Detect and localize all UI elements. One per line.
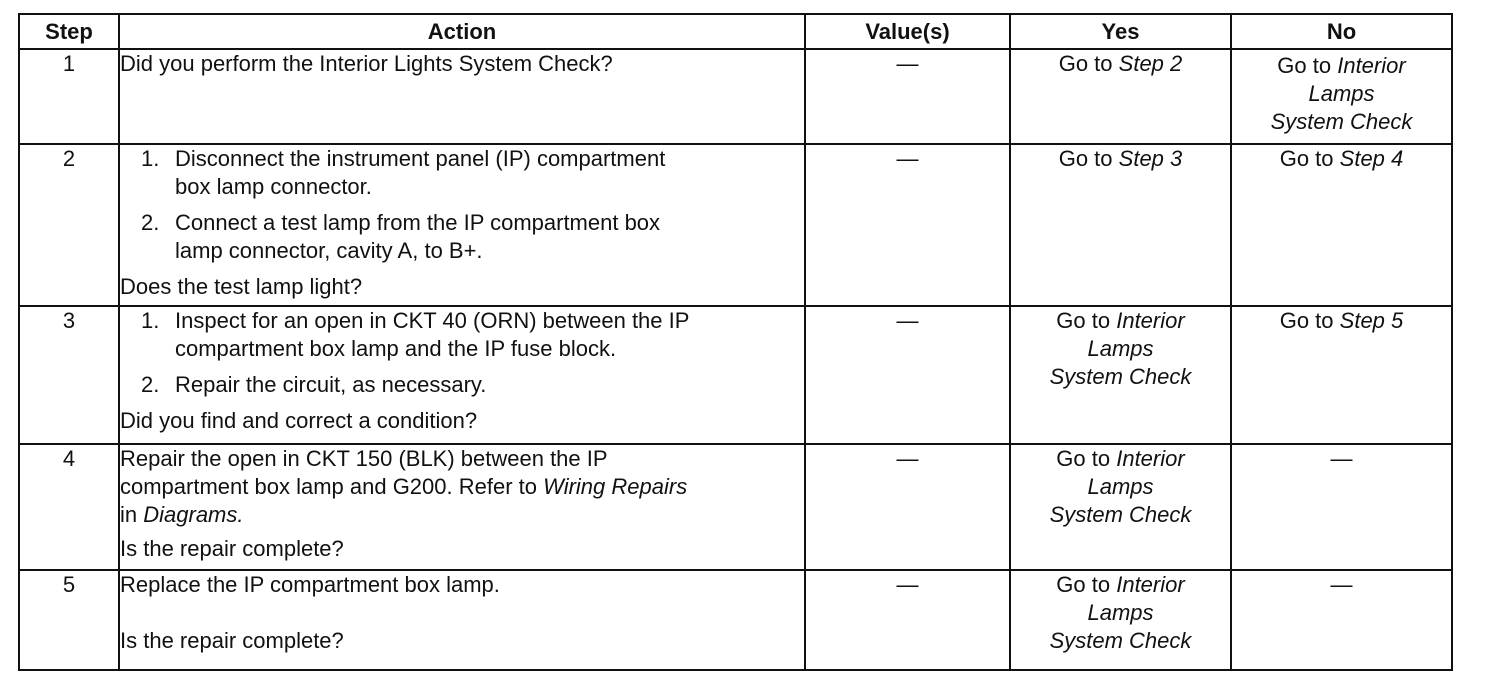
substep-item	[141, 307, 804, 363]
step-cell	[19, 306, 119, 444]
action-question: Did you find and correct a condition?	[120, 408, 478, 433]
yes-target-line1[interactable]: Interior	[1116, 572, 1185, 597]
table-row	[19, 306, 1452, 444]
yes-prefix: Go to	[1056, 572, 1111, 597]
step-number: 2	[62, 146, 76, 171]
header-row	[19, 14, 1452, 49]
header-values: Value(s)	[805, 14, 1010, 49]
yes-target[interactable]: Step 2	[1118, 51, 1183, 76]
step-number: 3	[62, 308, 76, 333]
substep-text-line1: Connect a test lamp from the IP compartment box	[175, 210, 661, 235]
substep-list	[120, 145, 804, 265]
substep-text-line2: box lamp connector.	[175, 174, 372, 199]
yes-target[interactable]: Step 3	[1118, 146, 1183, 171]
yes-target-line2[interactable]: Lamps	[1087, 336, 1154, 361]
substep-number: 1.	[141, 146, 160, 171]
yes-prefix: Go to	[1058, 51, 1113, 76]
yes-target-line1[interactable]: Interior	[1116, 308, 1185, 333]
step-cell	[19, 144, 119, 306]
header-action: Action	[119, 14, 805, 49]
value-cell	[805, 444, 1010, 570]
header-step: Step	[19, 14, 119, 49]
action-text-line2: compartment box lamp and G200. Refer to	[120, 474, 537, 499]
value-cell	[805, 570, 1010, 670]
step-number: 4	[62, 446, 76, 471]
ref-wiring-repairs[interactable]: Wiring Repairs	[543, 474, 688, 499]
action-text-line1: Repair the open in CKT 150 (BLK) between the IP	[120, 446, 608, 471]
no-target[interactable]: Step 4	[1339, 146, 1404, 171]
yes-prefix: Go to	[1056, 446, 1111, 471]
action-question: Did you perform the Interior Lights System Check?	[120, 51, 613, 76]
step-number: 5	[62, 572, 76, 597]
substep-text-line1: Repair the circuit, as necessary.	[175, 372, 487, 397]
yes-target-line3[interactable]: System Check	[1049, 364, 1192, 389]
no-dash: —	[1330, 446, 1353, 471]
no-prefix: Go to	[1279, 308, 1334, 333]
yes-cell[interactable]	[1010, 49, 1231, 144]
value-dash: —	[896, 572, 919, 597]
value-dash: —	[896, 146, 919, 171]
substep-item	[141, 209, 804, 265]
yes-target-line2[interactable]: Lamps	[1087, 600, 1154, 625]
yes-prefix: Go to	[1058, 146, 1113, 171]
no-target-line3[interactable]: System Check	[1270, 109, 1413, 134]
yes-cell[interactable]	[1010, 444, 1231, 570]
yes-target-line3[interactable]: System Check	[1049, 502, 1192, 527]
value-dash: —	[896, 446, 919, 471]
header-yes: Yes	[1010, 14, 1231, 49]
table-row	[19, 49, 1452, 144]
action-question: Is the repair complete?	[120, 628, 344, 653]
yes-cell[interactable]	[1010, 144, 1231, 306]
substep-list	[120, 307, 804, 399]
substep-item	[141, 371, 804, 399]
no-cell	[1231, 444, 1452, 570]
table-row	[19, 570, 1452, 670]
action-cell	[119, 306, 805, 444]
step-cell	[19, 570, 119, 670]
no-cell[interactable]	[1231, 144, 1452, 306]
action-cell	[119, 444, 805, 570]
value-dash: —	[896, 308, 919, 333]
value-cell	[805, 49, 1010, 144]
table-row	[19, 444, 1452, 570]
no-cell[interactable]	[1231, 49, 1452, 144]
substep-text-line2: compartment box lamp and the IP fuse block.	[175, 336, 617, 361]
substep-number: 2.	[141, 210, 160, 235]
substep-text-line1: Disconnect the instrument panel (IP) compartment	[175, 146, 666, 171]
table-row	[19, 144, 1452, 306]
no-cell[interactable]	[1231, 306, 1452, 444]
substep-text-line1: Inspect for an open in CKT 40 (ORN) between the IP	[175, 308, 690, 333]
step-number: 1	[62, 51, 76, 76]
substep-number: 2.	[141, 372, 160, 397]
no-prefix: Go to	[1277, 53, 1332, 78]
action-cell	[119, 144, 805, 306]
no-target-line2[interactable]: Lamps	[1308, 81, 1375, 106]
no-cell	[1231, 570, 1452, 670]
yes-cell[interactable]	[1010, 570, 1231, 670]
action-cell	[119, 570, 805, 670]
yes-target-line3[interactable]: System Check	[1049, 628, 1192, 653]
no-prefix: Go to	[1279, 146, 1334, 171]
ref-diagrams[interactable]: Diagrams.	[143, 502, 244, 527]
substep-text-line2: lamp connector, cavity A, to B+.	[175, 238, 483, 263]
action-text	[120, 445, 804, 529]
substep-item	[141, 145, 804, 201]
header-no: No	[1231, 14, 1452, 49]
action-text-line3: in	[120, 502, 138, 527]
value-cell	[805, 306, 1010, 444]
yes-target-line2[interactable]: Lamps	[1087, 474, 1154, 499]
value-dash: —	[896, 51, 919, 76]
no-target[interactable]: Step 5	[1339, 308, 1404, 333]
action-cell	[119, 49, 805, 144]
action-text: Replace the IP compartment box lamp.	[120, 572, 500, 597]
yes-cell[interactable]	[1010, 306, 1231, 444]
substep-number: 1.	[141, 308, 160, 333]
no-dash: —	[1330, 572, 1353, 597]
no-target-line1[interactable]: Interior	[1337, 53, 1406, 78]
action-question: Does the test lamp light?	[120, 274, 363, 299]
diagnostic-table	[18, 13, 1453, 671]
value-cell	[805, 144, 1010, 306]
action-question: Is the repair complete?	[120, 536, 344, 561]
step-cell	[19, 49, 119, 144]
step-cell	[19, 444, 119, 570]
yes-prefix: Go to	[1056, 308, 1111, 333]
yes-target-line1[interactable]: Interior	[1116, 446, 1185, 471]
